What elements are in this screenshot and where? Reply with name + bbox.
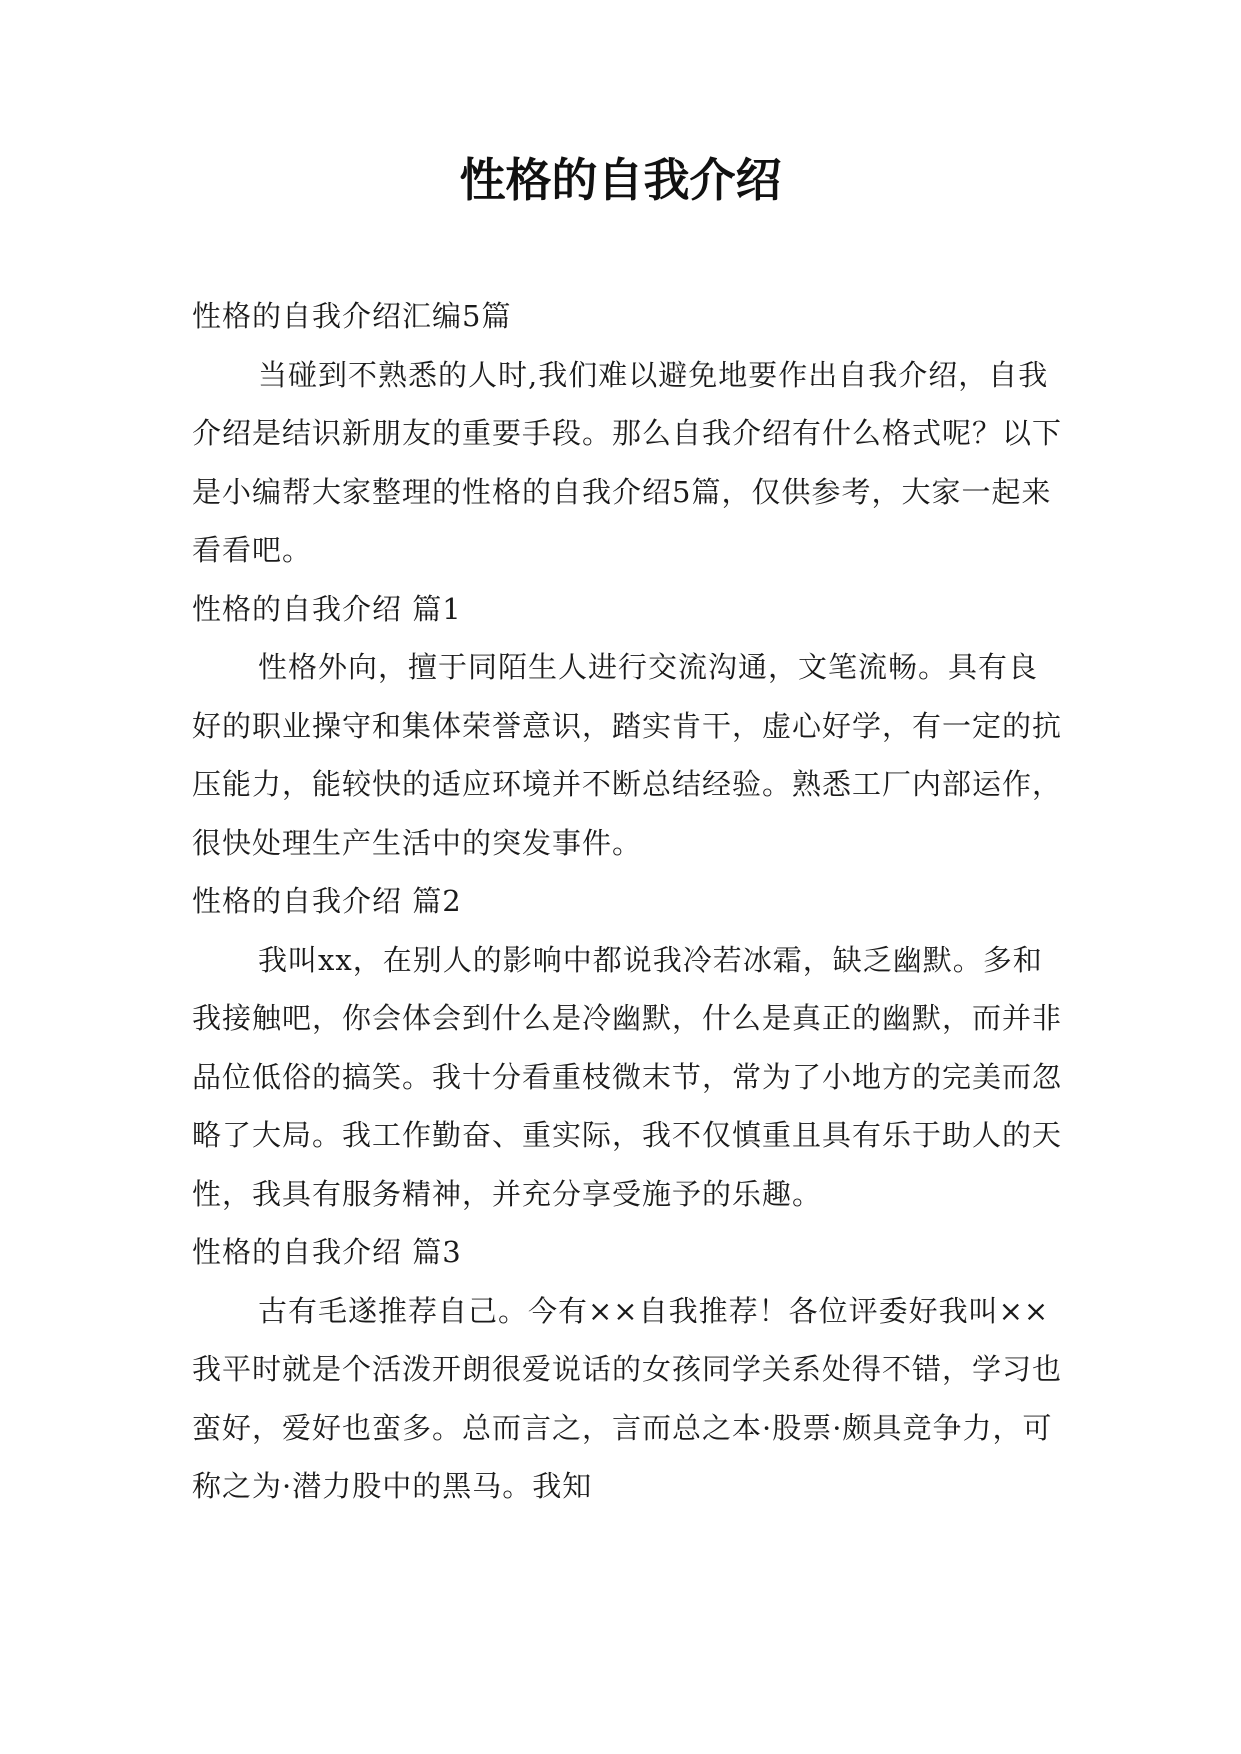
section-paragraph: 古有毛遂推荐自己。今有××自我推荐！各位评委好我叫××我平时就是个活泼开朗很爱说话的女孩同学关系处得不错，学习也蛮好，爱好也蛮多。总而言之，言而总之本·股票·颇具竞争力，可称之为·潜力股中的黑马。我知 — [192, 1293, 1063, 1503]
section-paragraph: 性格外向，擅于同陌生人进行交流沟通，文笔流畅。具有良好的职业操守和集体荣誉意识，踏实肯干，虚心好学，有一定的抗压能力，能较快的适应环境并不断总结经验。熟悉工厂内部运作，很快处理生产生活中的突发事件。 — [192, 650, 1063, 860]
intro-paragraph: 当碰到不熟悉的人时,我们难以避免地要作出自我介绍，自我介绍是结识新朋友的重要手段。那么自我介绍有什么格式呢？以下是小编帮大家整理的性格的自我介绍5篇，仅供参考，大家一起来看看吧。 — [192, 357, 1063, 567]
document-title: 性格的自我介绍 — [459, 153, 782, 207]
section-paragraph: 我叫xx，在别人的影响中都说我冷若冰霜，缺乏幽默。多和我接触吧，你会体会到什么是冷幽默，什么是真正的幽默，而并非品位低俗的搞笑。我十分看重枝微末节，常为了小地方的完美而忽略了大局。我工作勤奋、重实际，我不仅慎重且具有乐于助人的天性，我具有服务精神，并充分享受施予的乐趣。 — [192, 942, 1063, 1211]
section-heading: 性格的自我介绍 篇1 — [192, 591, 462, 626]
section-heading: 性格的自我介绍 篇2 — [192, 884, 462, 918]
section-heading: 性格的自我介绍 篇3 — [192, 1235, 462, 1269]
document-body — [192, 287, 1062, 1516]
document-subtitle: 性格的自我介绍汇编5篇 — [192, 299, 512, 333]
